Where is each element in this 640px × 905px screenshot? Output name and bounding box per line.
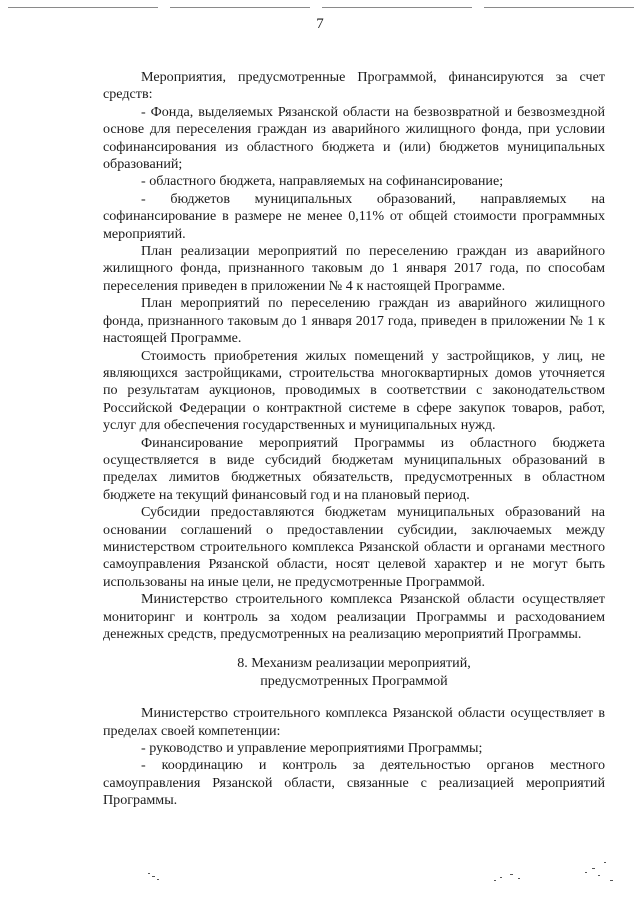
list-item: - бюджетов муниципальных образований, направляемых на софинансирование в размере не менее 0,11% от общей стоимости программных мероприятий. [103,190,605,242]
section-heading-line: 8. Механизм реализации мероприятий, [237,655,471,672]
paragraph: Министерство строительного комплекса Рязанской области осуществляет в пределах своей компетенции: [103,705,605,739]
list-item: - областного бюджета, направляемых на софинансирование; [141,173,504,190]
paragraph: Министерство строительного комплекса Рязанской области осуществляет мониторинг и контроль за ходом реализации Программы и расходованием денежных средств, предусмотренных на реализацию мероприятий Программы. [103,591,605,642]
paragraph: Мероприятия, предусмотренные Программой, финансируются за счет средств: [103,69,605,103]
list-item: - руководство и управление мероприятиями Программы; [141,740,483,757]
page-number: 7 [316,16,324,32]
scan-top-edge [0,7,640,9]
paragraph: Финансирование мероприятий Программы из областного бюджета осуществляется в виде субсидий бюджетам муниципальных образований в пределах лимитов бюджетных обязательств, предусмотренных в областном бюджете на текущий финансовый год и на плановый период. [103,434,605,503]
paragraph: Стоимость приобретения жилых помещений у застройщиков, у лиц, не являющихся застройщиками, строительства многоквартирных домов уточняется по результатам аукционов, проводимых в соответствии с законодательством Российской Федерации о контрактной системе в сфере закупок товаров, работ, услуг для обеспечения государственных и муниципальных нужд. [103,347,605,434]
document-body [103,69,605,810]
section-heading-line: предусмотренных Программой [260,672,448,689]
section-heading [103,655,605,690]
paragraph: План реализации мероприятий по переселению граждан из аварийного жилищного фонда, признанного таковым до 1 января 2017 года, по способам переселения приведен в приложении № 4 к настоящей Программе. [103,243,605,294]
paragraph: Субсидии предоставляются бюджетам муниципальных образований на основании соглашений о предоставлении субсидии, заключаемых между министерством строительного комплекса Рязанской области и органами местного самоуправления Рязанской области, носят целевой характер и не могут быть использованы на иные цели, не предусмотренные Программой. [103,504,605,590]
list-item: - Фонда, выделяемых Рязанской области на безвозвратной и безвозмездной основе для переселения граждан из аварийного жилищного фонда, при условии софинансирования из областного бюджета и (или) бюджетов муниципальных образований; [103,103,605,173]
list-item: - координацию и контроль за деятельностью органов местного самоуправления Рязанской области, связанные с реализацией мероприятий Программы. [103,757,605,809]
paragraph: План мероприятий по переселению граждан из аварийного жилищного фонда, признанного таковым до 1 января 2017 года, приведен в приложении № 1 к настоящей Программе. [103,295,605,347]
